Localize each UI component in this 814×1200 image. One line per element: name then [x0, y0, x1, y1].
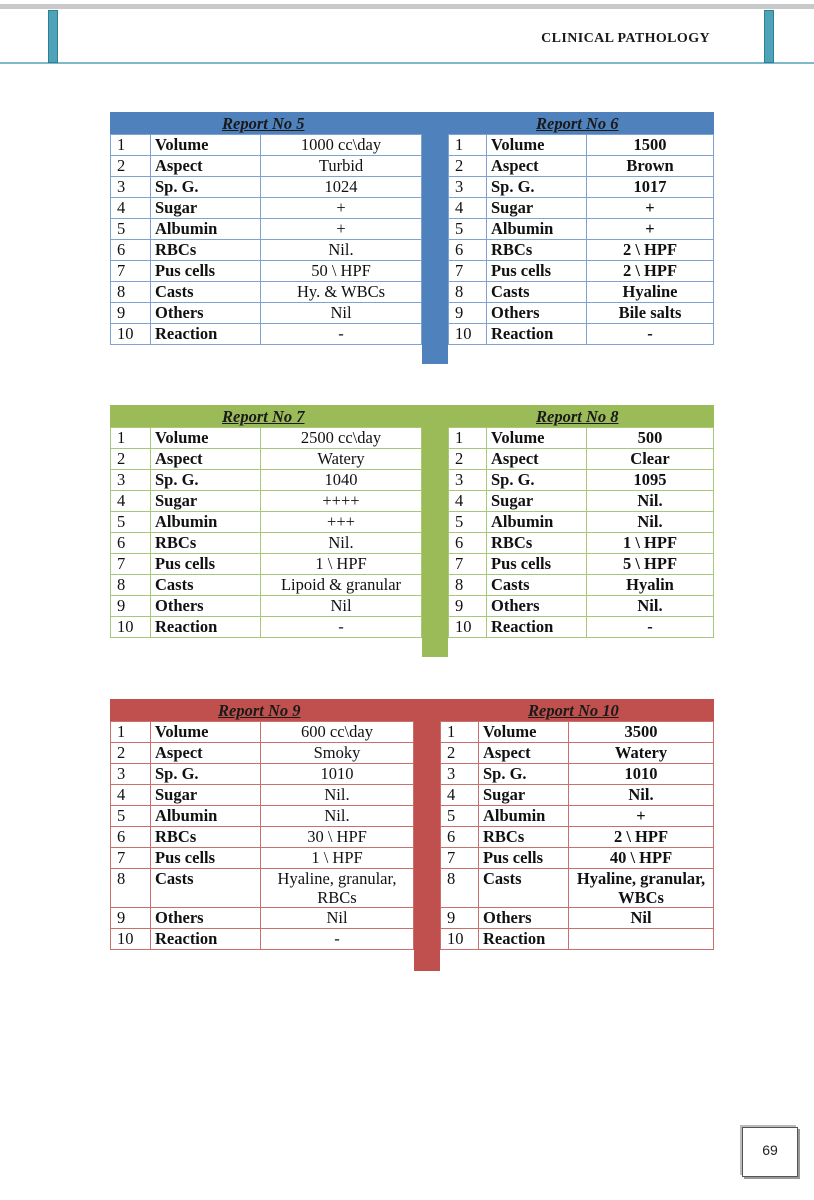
row-number: 6 — [449, 240, 487, 261]
row-value: 1040 — [261, 470, 422, 491]
row-number: 5 — [111, 512, 151, 533]
row-number: 4 — [111, 785, 151, 806]
row-value: Nil. — [587, 596, 714, 617]
row-value: 1024 — [261, 177, 422, 198]
table-row — [111, 617, 422, 638]
row-label: Casts — [487, 282, 587, 303]
row-label: Others — [487, 596, 587, 617]
page-number-box — [742, 1127, 798, 1177]
row-number: 1 — [111, 722, 151, 743]
row-label: Reaction — [151, 324, 261, 345]
table-row — [111, 929, 414, 950]
table-row — [111, 575, 422, 596]
row-label: Sugar — [479, 785, 569, 806]
table-row — [111, 827, 414, 848]
table-row — [111, 324, 422, 345]
row-value: + — [587, 198, 714, 219]
row-value: 600 cc\day — [261, 722, 414, 743]
row-label: Sp. G. — [487, 470, 587, 491]
row-label: Casts — [151, 869, 261, 908]
row-label: Reaction — [479, 929, 569, 950]
table-row — [449, 156, 714, 177]
table-row — [111, 806, 414, 827]
row-value: + — [261, 219, 422, 240]
row-label: Sugar — [487, 198, 587, 219]
table-row — [111, 428, 422, 449]
row-number: 5 — [111, 806, 151, 827]
row-value: 5 \ HPF — [587, 554, 714, 575]
row-label: Casts — [151, 575, 261, 596]
row-number: 2 — [449, 449, 487, 470]
row-value: 2 \ HPF — [587, 240, 714, 261]
row-number: 2 — [111, 449, 151, 470]
table-row — [441, 869, 714, 908]
report-table-5 — [110, 134, 422, 345]
report-table-6 — [448, 134, 714, 345]
row-number: 6 — [111, 240, 151, 261]
row-value: 2 \ HPF — [569, 827, 714, 848]
table-row — [449, 198, 714, 219]
row-number: 1 — [449, 135, 487, 156]
row-label: Casts — [479, 869, 569, 908]
report-table-10 — [440, 721, 714, 950]
row-number: 6 — [449, 533, 487, 554]
row-number: 7 — [111, 261, 151, 282]
row-label: Sugar — [151, 785, 261, 806]
row-label: Pus cells — [479, 848, 569, 869]
row-value: Nil — [569, 908, 714, 929]
row-number: 7 — [111, 848, 151, 869]
report-title: Report No 5 — [222, 114, 305, 133]
row-number: 6 — [441, 827, 479, 848]
row-number: 8 — [441, 869, 479, 908]
row-label: Sugar — [487, 491, 587, 512]
column-divider — [414, 699, 440, 971]
row-value: - — [587, 324, 714, 345]
table-row — [449, 324, 714, 345]
row-value: 50 \ HPF — [261, 261, 422, 282]
row-label: Albumin — [151, 512, 261, 533]
row-value: 2500 cc\day — [261, 428, 422, 449]
row-number: 10 — [111, 324, 151, 345]
row-label: Reaction — [151, 617, 261, 638]
row-label: Pus cells — [151, 261, 261, 282]
row-label: Reaction — [487, 324, 587, 345]
table-row — [441, 785, 714, 806]
row-value: Nil. — [587, 491, 714, 512]
row-label: Others — [151, 596, 261, 617]
table-row — [449, 177, 714, 198]
row-label: Volume — [479, 722, 569, 743]
row-value: Nil. — [261, 533, 422, 554]
row-label: Aspect — [151, 156, 261, 177]
row-number: 8 — [111, 575, 151, 596]
row-number: 3 — [111, 177, 151, 198]
row-label: Pus cells — [487, 554, 587, 575]
row-value: Hy. & WBCs — [261, 282, 422, 303]
table-row — [111, 135, 422, 156]
row-number: 3 — [441, 764, 479, 785]
table-row — [441, 908, 714, 929]
row-value: + — [261, 198, 422, 219]
row-number: 10 — [111, 929, 151, 950]
row-number: 1 — [441, 722, 479, 743]
table-row — [449, 533, 714, 554]
report-title: Report No 7 — [222, 407, 305, 426]
row-value: 2 \ HPF — [587, 261, 714, 282]
table-row — [449, 135, 714, 156]
row-value: Nil — [261, 908, 414, 929]
row-number: 4 — [441, 785, 479, 806]
report-table-8 — [448, 427, 714, 638]
table-row — [111, 554, 422, 575]
row-label: Pus cells — [151, 554, 261, 575]
column-divider — [422, 112, 448, 364]
row-value: Hyaline, granular, WBCs — [569, 869, 714, 908]
table-row — [441, 743, 714, 764]
report-block-7-8 — [110, 405, 714, 657]
row-number: 8 — [111, 282, 151, 303]
title-bar — [110, 699, 714, 721]
row-number: 5 — [441, 806, 479, 827]
table-row — [111, 743, 414, 764]
row-value: 1 \ HPF — [261, 848, 414, 869]
report-block-9-10 — [110, 699, 714, 971]
row-label: Casts — [151, 282, 261, 303]
table-row — [111, 764, 414, 785]
table-row — [449, 449, 714, 470]
row-label: Sp. G. — [151, 177, 261, 198]
row-number: 9 — [111, 303, 151, 324]
row-number: 4 — [449, 491, 487, 512]
table-row — [111, 261, 422, 282]
column-divider — [422, 405, 448, 657]
row-number: 9 — [449, 303, 487, 324]
row-value: 1500 — [587, 135, 714, 156]
row-value: + — [587, 219, 714, 240]
row-label: Others — [151, 303, 261, 324]
row-number: 10 — [111, 617, 151, 638]
row-number: 10 — [449, 324, 487, 345]
row-value: Nil. — [261, 240, 422, 261]
report-title: Report No 6 — [536, 114, 619, 133]
row-number: 8 — [449, 282, 487, 303]
table-row — [449, 282, 714, 303]
row-label: RBCs — [151, 533, 261, 554]
row-number: 8 — [449, 575, 487, 596]
row-value: Nil — [261, 303, 422, 324]
row-value: 1010 — [261, 764, 414, 785]
table-row — [111, 869, 414, 908]
row-number: 9 — [111, 596, 151, 617]
row-label: Albumin — [487, 512, 587, 533]
row-value: Nil. — [261, 806, 414, 827]
table-row — [449, 512, 714, 533]
row-number: 1 — [111, 428, 151, 449]
row-label: RBCs — [487, 533, 587, 554]
row-value: Watery — [261, 449, 422, 470]
row-label: Pus cells — [151, 848, 261, 869]
row-label: Aspect — [487, 156, 587, 177]
table-row — [111, 512, 422, 533]
table-row — [111, 596, 422, 617]
row-value: Hyalin — [587, 575, 714, 596]
row-label: Volume — [151, 722, 261, 743]
row-number: 4 — [111, 198, 151, 219]
table-row — [441, 848, 714, 869]
row-value: 1095 — [587, 470, 714, 491]
row-label: Aspect — [151, 449, 261, 470]
row-value: Turbid — [261, 156, 422, 177]
title-bar — [110, 112, 714, 134]
row-number: 1 — [449, 428, 487, 449]
table-row — [111, 491, 422, 512]
row-label: Reaction — [151, 929, 261, 950]
table-row — [111, 848, 414, 869]
row-value: +++ — [261, 512, 422, 533]
row-value: 1 \ HPF — [587, 533, 714, 554]
row-number: 2 — [441, 743, 479, 764]
row-label: RBCs — [151, 827, 261, 848]
row-number: 6 — [111, 827, 151, 848]
table-row — [449, 428, 714, 449]
row-number: 5 — [111, 219, 151, 240]
report-block-5-6 — [110, 112, 714, 364]
row-number: 3 — [449, 177, 487, 198]
table-row — [111, 449, 422, 470]
report-title: Report No 8 — [536, 407, 619, 426]
row-label: RBCs — [487, 240, 587, 261]
table-row — [441, 764, 714, 785]
row-number: 7 — [111, 554, 151, 575]
table-row — [449, 491, 714, 512]
row-value: - — [587, 617, 714, 638]
row-label: Sugar — [151, 491, 261, 512]
table-row — [449, 240, 714, 261]
row-number: 3 — [111, 764, 151, 785]
table-row — [441, 722, 714, 743]
row-number: 10 — [449, 617, 487, 638]
row-label: Albumin — [479, 806, 569, 827]
report-title: Report No 10 — [528, 701, 619, 720]
row-value — [569, 929, 714, 950]
row-value: - — [261, 617, 422, 638]
row-label: Aspect — [487, 449, 587, 470]
row-value: Hyaline, granular, RBCs — [261, 869, 414, 908]
header-tab-right — [764, 10, 774, 63]
row-value: 1017 — [587, 177, 714, 198]
row-number: 7 — [449, 554, 487, 575]
row-label: Others — [479, 908, 569, 929]
row-value: - — [261, 929, 414, 950]
row-number: 5 — [449, 512, 487, 533]
row-number: 7 — [449, 261, 487, 282]
row-number: 5 — [449, 219, 487, 240]
row-number: 7 — [441, 848, 479, 869]
row-value: Brown — [587, 156, 714, 177]
row-number: 2 — [111, 743, 151, 764]
row-number: 1 — [111, 135, 151, 156]
row-label: Volume — [151, 428, 261, 449]
row-value: Smoky — [261, 743, 414, 764]
table-row — [111, 785, 414, 806]
row-value: Nil — [261, 596, 422, 617]
row-value: Clear — [587, 449, 714, 470]
table-row — [449, 470, 714, 491]
running-head: CLINICAL PATHOLOGY — [541, 31, 710, 46]
row-label: Sugar — [151, 198, 261, 219]
table-row — [441, 806, 714, 827]
row-value: Nil. — [587, 512, 714, 533]
row-label: Sp. G. — [151, 764, 261, 785]
table-row — [111, 198, 422, 219]
table-row — [449, 219, 714, 240]
row-label: RBCs — [151, 240, 261, 261]
row-value: Lipoid & granular — [261, 575, 422, 596]
row-label: Others — [487, 303, 587, 324]
row-value: Watery — [569, 743, 714, 764]
row-label: Pus cells — [487, 261, 587, 282]
row-label: Casts — [487, 575, 587, 596]
title-bar — [110, 405, 714, 427]
report-table-7 — [110, 427, 422, 638]
row-label: Aspect — [151, 743, 261, 764]
row-label: Sp. G. — [479, 764, 569, 785]
row-value: 3500 — [569, 722, 714, 743]
table-row — [111, 240, 422, 261]
table-row — [441, 827, 714, 848]
row-value: Nil. — [569, 785, 714, 806]
row-value: 1000 cc\day — [261, 135, 422, 156]
row-label: Volume — [487, 135, 587, 156]
row-value: - — [261, 324, 422, 345]
row-number: 10 — [441, 929, 479, 950]
table-row — [449, 303, 714, 324]
row-number: 6 — [111, 533, 151, 554]
report-table-9 — [110, 721, 414, 950]
row-label: Albumin — [151, 219, 261, 240]
row-value: ++++ — [261, 491, 422, 512]
row-label: Reaction — [487, 617, 587, 638]
header-tab-left — [48, 10, 58, 63]
row-label: Sp. G. — [487, 177, 587, 198]
row-number: 4 — [111, 491, 151, 512]
row-value: Bile salts — [587, 303, 714, 324]
table-row — [111, 282, 422, 303]
table-row — [111, 722, 414, 743]
row-label: Volume — [487, 428, 587, 449]
row-number: 2 — [111, 156, 151, 177]
row-label: Others — [151, 908, 261, 929]
row-label: Aspect — [479, 743, 569, 764]
table-row — [449, 575, 714, 596]
row-number: 3 — [111, 470, 151, 491]
page-number: 69 — [762, 1142, 778, 1158]
table-row — [449, 617, 714, 638]
row-value: 1 \ HPF — [261, 554, 422, 575]
row-value: + — [569, 806, 714, 827]
row-number: 9 — [449, 596, 487, 617]
table-row — [449, 596, 714, 617]
table-row — [449, 554, 714, 575]
row-number: 9 — [111, 908, 151, 929]
row-label: Sp. G. — [151, 470, 261, 491]
table-row — [111, 908, 414, 929]
row-number: 4 — [449, 198, 487, 219]
table-row — [111, 177, 422, 198]
table-row — [111, 219, 422, 240]
row-value: 1010 — [569, 764, 714, 785]
row-number: 3 — [449, 470, 487, 491]
row-number: 9 — [441, 908, 479, 929]
row-label: Volume — [151, 135, 261, 156]
table-row — [111, 470, 422, 491]
table-row — [111, 533, 422, 554]
row-number: 8 — [111, 869, 151, 908]
row-value: Nil. — [261, 785, 414, 806]
row-label: RBCs — [479, 827, 569, 848]
table-row — [441, 929, 714, 950]
table-row — [449, 261, 714, 282]
row-label: Albumin — [151, 806, 261, 827]
row-value: 30 \ HPF — [261, 827, 414, 848]
row-value: 40 \ HPF — [569, 848, 714, 869]
report-title: Report No 9 — [218, 701, 301, 720]
table-row — [111, 156, 422, 177]
row-label: Albumin — [487, 219, 587, 240]
row-value: 500 — [587, 428, 714, 449]
row-value: Hyaline — [587, 282, 714, 303]
row-number: 2 — [449, 156, 487, 177]
table-row — [111, 303, 422, 324]
